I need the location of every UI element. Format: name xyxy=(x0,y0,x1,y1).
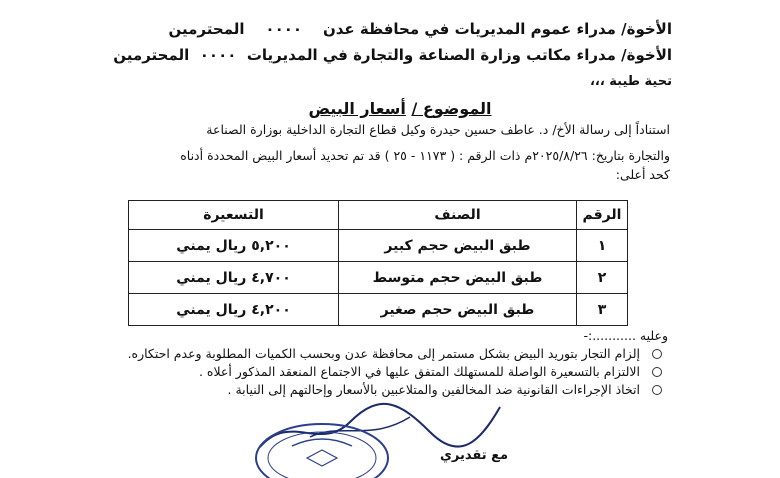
wa-alayh-label: وعليه ...........:- xyxy=(583,328,668,343)
body-line-2: والتجارة بتاريخ: ٢٠٢٥/٨/٢٦م ذات الرقم : ( ١١٧٣ - ٢٥ ) قد تم تحديد أسعار البيض المحددة أدناه xyxy=(180,148,670,163)
addressee-line-2 xyxy=(113,46,672,64)
subject-prefix: الموضوع / xyxy=(411,99,492,118)
circle-bullet-icon xyxy=(652,385,662,395)
addressee-2-sep: ٠٠٠٠ xyxy=(199,46,237,64)
subject-line xyxy=(250,99,550,118)
circle-bullet-icon xyxy=(652,367,662,377)
directives-list xyxy=(22,345,662,399)
addressee-1-sep: ٠٠٠٠ xyxy=(265,20,303,38)
list-item xyxy=(22,345,662,363)
addressee-1-text: الأخوة/ مدراء عموم المديريات في محافظة عدن xyxy=(322,20,672,38)
list-item xyxy=(22,363,662,381)
subject-title: أسعار البيض xyxy=(308,99,406,118)
prices-table xyxy=(128,200,628,326)
row-num: ٣ xyxy=(577,294,628,326)
directive-text: اتخاذ الإجراءات القانونية ضد المخالفين والمتلاعبين بالأسعار وإحالتهم إلى النيابة . xyxy=(227,382,640,397)
row-price: ٤,٧٠٠ ريال يمني xyxy=(129,262,339,294)
row-num: ١ xyxy=(577,230,628,262)
header-item: الصنف xyxy=(339,201,577,230)
addressee-line-1 xyxy=(169,20,672,38)
table-header-row xyxy=(129,201,628,230)
body-line-3: كحد أعلى: xyxy=(615,167,670,182)
circle-bullet-icon xyxy=(652,349,662,359)
official-stamp xyxy=(252,418,392,478)
header-num: الرقم xyxy=(577,201,628,230)
directive-text: إلزام التجار بتوريد البيض بشكل مستمر إلى محافظة عدن وبحسب الكميات المطلوبة وعدم احتكاره. xyxy=(127,346,640,361)
addressee-2-tail: المحترمين xyxy=(113,46,190,64)
table-row xyxy=(129,230,628,262)
greeting: تحية طيبة ،،، xyxy=(589,74,672,89)
row-item: طبق البيض حجم كبير xyxy=(339,230,577,262)
closing-regards: مع تقديري xyxy=(440,448,509,463)
header-price: التسعيرة xyxy=(129,201,339,230)
row-price: ٤,٢٠٠ ريال يمني xyxy=(129,294,339,326)
addressee-2-text: الأخوة/ مدراء مكاتب وزارة الصناعة والتجارة في المديريات xyxy=(246,46,672,64)
row-item: طبق البيض حجم متوسط xyxy=(339,262,577,294)
table-row xyxy=(129,262,628,294)
directive-text: الالتزام بالتسعيرة الواصلة للمستهلك المتفق عليها في الاجتماع المنعقد المذكور أعلاه . xyxy=(198,364,640,379)
row-price: ٥,٢٠٠ ريال يمني xyxy=(129,230,339,262)
row-num: ٢ xyxy=(577,262,628,294)
table-row xyxy=(129,294,628,326)
body-line-1: استناداً إلى رسالة الأخ/ د. عاطف حسين حيدرة وكيل قطاع التجارة الداخلية بوزارة الصناعة xyxy=(206,122,670,137)
row-item: طبق البيض حجم صغير xyxy=(339,294,577,326)
addressee-1-tail: المحترمين xyxy=(168,20,245,38)
